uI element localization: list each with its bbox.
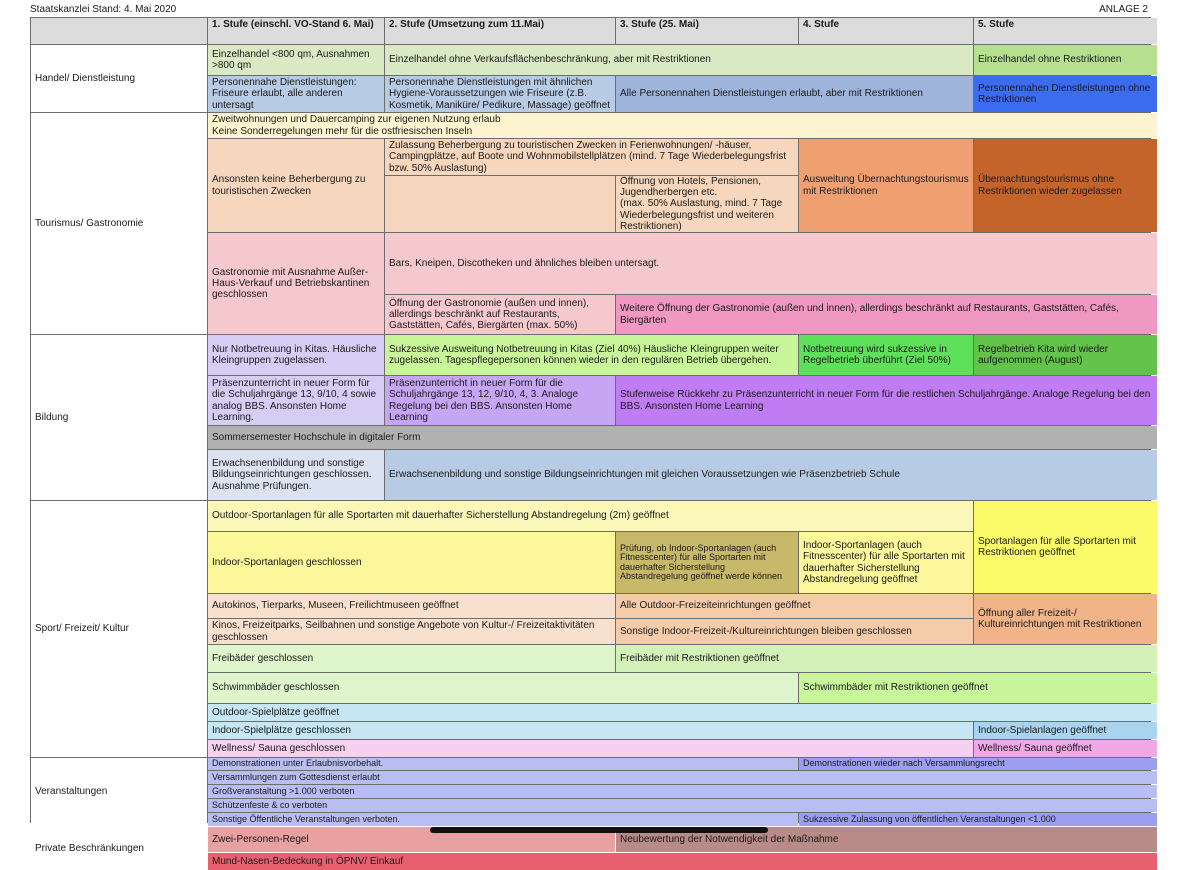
cell-gastronomie-stufe2: Öffnung der Gastronomie (außen und innen), allerdings beschränkt auf Restaurants, Gaststätten, Cafés, Biergärten (max. 50%) [385, 295, 615, 334]
cell-schwimmbaeder-geschlossen: Schwimmbäder geschlossen [208, 673, 798, 703]
cell-dienstleistung-stufe3: Alle Personennahen Dienstleistungen erlaubt, aber mit Restriktionen [616, 76, 973, 112]
cell-demonstrationen-stufe1: Demonstrationen unter Erlaubnisvorbehalt. [208, 758, 798, 770]
cell-kinos-geschlossen: Kinos, Freizeitparks, Seilbahnen und sonstige Angebote von Kultur-/ Freizeitaktivitäten geschlossen [208, 619, 615, 644]
header-stufe-3: 3. Stufe (25. Mai) [616, 18, 798, 44]
cell-schule-stufe3: Stufenweise Rückkehr zu Präsenzunterricht in neuer Form für die restlichen Schuljahrgänge. Analoge Regelung bei den BBS. Ansonsten Home Learning [616, 376, 1157, 425]
document-header-left: Staatskanzlei Stand: 4. Mai 2020 [30, 4, 177, 15]
header-stufe-2: 2. Stufe (Umsetzung zum 11.Mai) [385, 18, 615, 44]
document-header-right: ANLAGE 2 [1099, 4, 1148, 15]
cell-dienstleistung-stufe1: Personennahe Dienstleistungen: Friseure erlaubt, alle anderen untersagt [208, 76, 384, 112]
cell-kita-stufe5: Regelbetrieb Kita wird wieder aufgenommen (August) [974, 335, 1157, 375]
cell-bars-untersagt: Bars, Kneipen, Discotheken und ähnliches bleiben untersagt. [385, 233, 1157, 294]
cell-indoor-sport-pruefung: Prüfung, ob Indoor-Sportanlagen (auch Fitnesscenter) für alle Sportarten mit dauerhafter Sicherstellung Abstandregelung geöffnet werde können [616, 532, 798, 593]
cell-einzelhandel-stufe5: Einzelhandel ohne Restriktionen [974, 45, 1157, 75]
cell-oeffentliche-veranstaltungen: Sonstige Öffentliche Veranstaltungen verboten. [208, 813, 798, 826]
cell-indoor-freizeit: Sonstige Indoor-Freizeit-/Kultureinrichtungen bleiben geschlossen [616, 619, 973, 644]
cell-zwei-personen-regel: Zwei-Personen-Regel [208, 827, 615, 852]
cell-dienstleistung-stufe5: Personennahen Dienstleistungen ohne Restriktionen [974, 76, 1157, 112]
header-corner [31, 18, 207, 44]
category-tourismus: Tourismus/ Gastronomie [31, 113, 207, 334]
cell-indoor-spielanlagen: Indoor-Spielanlagen geöffnet [974, 722, 1157, 739]
cell-neubewertung: Neubewertung der Notwendigkeit der Maßnahme [616, 827, 1157, 852]
stufenplan-table [30, 17, 1151, 867]
cell-freizeit-stufe5: Öffnung aller Freizeit-/ Kultureinrichtungen mit Restriktionen [974, 594, 1157, 644]
cell-hochschule: Sommersemester Hochschule in digitaler Form [208, 426, 1157, 449]
cell-beherbergung-ferienwohnungen: Zulassung Beherbergung zu touristischen Zwecken in Ferienwohnungen/ -häuser, Campingplätze, auf Boote und Wohnmobilstellplätzen (mind. 7 Tage Wiederbelegungsfrist bzw. 50% Auslastung) [385, 139, 798, 175]
cell-schule-stufe2: Präsenzunterricht in neuer Form für die Schuljahrgänge 13, 12, 9/10, 4, 3. Analoge Regelung bei den BBS. Ansonsten Home Learning [385, 376, 615, 425]
cell-uebernachtung-stufe5: Übernachtungstourismus ohne Restriktionen wieder zugelassen [974, 139, 1157, 232]
cell-kita-stufe4: Notbetreuung wird sukzessive in Regelbetrieb überführt (Ziel 50%) [799, 335, 973, 375]
cell-gottesdienst: Versammlungen zum Gottesdienst erlaubt [208, 771, 1157, 784]
cell-autokinos: Autokinos, Tierparks, Museen, Freilichtmuseen geöffnet [208, 594, 615, 618]
header-stufe-4: 4. Stufe [799, 18, 973, 44]
cell-schule-stufe1: Präsenzunterricht in neuer Form für die Schuljahrgänge 13, 9/10, 4 sowie analog BBS. Ansonsten Home Learning. [208, 376, 384, 425]
category-veranstaltungen: Veranstaltungen [31, 758, 207, 826]
category-privat: Private Beschränkungen [31, 827, 207, 870]
cell-kita-stufe1: Nur Notbetreuung in Kitas. Häusliche Kleingruppen zugelassen. [208, 335, 384, 375]
cell-uebernachtung-stufe4: Ausweitung Übernachtungstourismus mit Restriktionen [799, 139, 973, 232]
cell-mund-nasen-bedeckung: Mund-Nasen-Bedeckung in ÖPNV/ Einkauf [208, 853, 1157, 870]
cell-zweitwohnungen: Zweitwohnungen und Dauercamping zur eigenen Nutzung erlaub Keine Sonderregelungen mehr für die ostfriesischen Inseln [208, 113, 1157, 138]
category-bildung: Bildung [31, 335, 207, 500]
cell-demonstrationen-stufe4: Demonstrationen wieder nach Versammlungsrecht [799, 758, 1157, 770]
cell-freibaeder-geoeffnet: Freibäder mit Restriktionen geöffnet [616, 645, 1157, 672]
cell-wellness-geoeffnet: Wellness/ Sauna geöffnet [974, 740, 1157, 757]
cell-grossveranstaltung: Großveranstaltung >1.000 verboten [208, 785, 1157, 798]
cell-einzelhandel-stufe1: Einzelhandel <800 qm, Ausnahmen >800 qm [208, 45, 384, 75]
cell-erwachsenenbildung-stufe2: Erwachsenenbildung und sonstige Bildungseinrichtungen mit gleichen Voraussetzungen wie Präsenzbetrieb Schule [385, 450, 1157, 500]
header-stufe-5: 5. Stufe [974, 18, 1157, 44]
cell-wellness-geschlossen: Wellness/ Sauna geschlossen [208, 740, 973, 757]
cell-freibaeder-geschlossen: Freibäder geschlossen [208, 645, 615, 672]
cell-hotels-oeffnung: Öffnung von Hotels, Pensionen, Jugendherbergen etc. (max. 50% Auslastung, mind. 7 Tage Wiederbelegungsfrist und weiteren Restriktionen) [616, 176, 798, 232]
cell-outdoor-freizeit: Alle Outdoor-Freizeiteinrichtungen geöffnet [616, 594, 973, 618]
cell-zulassung-veranstaltungen: Sukzessive Zulassung von öffentlichen Veranstaltungen <1.000 [799, 813, 1157, 826]
header-stufe-1: 1. Stufe (einschl. VO-Stand 6. Mai) [208, 18, 384, 44]
cell-indoor-sport-geschlossen: Indoor-Sportanlagen geschlossen [208, 532, 615, 593]
cell-kita-stufe2: Sukzessive Ausweitung Notbetreuung in Kitas (Ziel 40%) Häusliche Kleingruppen weiter zugelassen. Tagespflegepersonen können wieder in den regulären Betrieb übergehen. [385, 335, 798, 375]
home-indicator-bar [430, 827, 768, 833]
cell-indoor-sport-stufe4: Indoor-Sportanlagen (auch Fitnesscenter) für alle Sportarten mit dauerhafter Sicherstellung Abstandregelung geöffnet [799, 532, 973, 593]
cell-dienstleistung-stufe2: Personennahe Dienstleistungen mit ähnlichen Hygiene-Voraussetzungen wie Friseure (z.B. Kosmetik, Maniküre/ Pedikure, Massage) geöffnet [385, 76, 615, 112]
cell-indoor-spielplaetze: Indoor-Spielplätze geschlossen [208, 722, 973, 739]
cell-schwimmbaeder-geoeffnet: Schwimmbäder mit Restriktionen geöffnet [799, 673, 1157, 703]
cell-sportanlagen-stufe5: Sportanlagen für alle Sportarten mit Restriktionen geöffnet [974, 501, 1157, 593]
cell-erwachsenenbildung-stufe1: Erwachsenenbildung und sonstige Bildungseinrichtungen geschlossen. Ausnahme Prüfungen. [208, 450, 384, 500]
category-handel: Handel/ Dienstleistung [31, 45, 207, 112]
cell-gastronomie-stufe1: Gastronomie mit Ausnahme Außer-Haus-Verkauf und Betriebskantinen geschlossen [208, 233, 384, 334]
category-sport: Sport/ Freizeit/ Kultur [31, 501, 207, 757]
cell-einzelhandel-restriktionen: Einzelhandel ohne Verkaufsflächenbeschränkung, aber mit Restriktionen [385, 45, 973, 75]
cell-beherbergung-stufe1: Ansonsten keine Beherbergung zu touristischen Zwecken [208, 139, 384, 232]
cell-gastronomie-stufe3: Weitere Öffnung der Gastronomie (außen und innen), allerdings beschränkt auf Restaurants, Gaststätten, Cafés, Biergärten [616, 295, 1157, 334]
cell-outdoor-spielplaetze: Outdoor-Spielplätze geöffnet [208, 704, 1157, 721]
cell-schuetzenfeste: Schützenfeste & co verboten [208, 799, 1157, 812]
cell-outdoor-sport: Outdoor-Sportanlagen für alle Sportarten mit dauerhafter Sicherstellung Abstandregelung (2m) geöffnet [208, 501, 973, 531]
cell-beherbergung-empty [385, 176, 615, 232]
